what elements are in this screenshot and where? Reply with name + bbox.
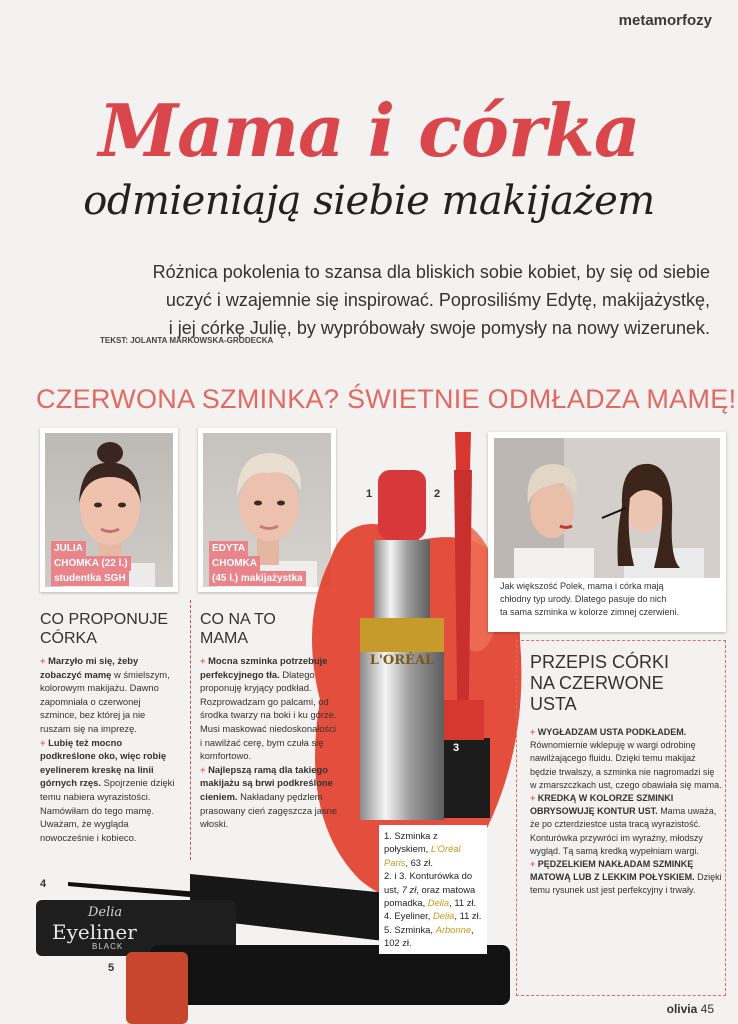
lead-line: uczyć i wzajemnie się inspirować. Poprosiliśmy Edytę, makijażystkę, <box>165 290 710 310</box>
col2-heading-line: CO NA TO <box>200 611 276 628</box>
plus-icon: + <box>530 859 538 870</box>
col1-heading <box>40 610 168 648</box>
section-headline: CZERWONA SZMINKA? ŚWIETNIE ODMŁADZA MAMĘ! <box>36 384 737 414</box>
col1-heading-line: CO PROPONUJE <box>40 611 169 628</box>
product-5-price: , 102 zł. <box>384 923 474 949</box>
julia-occupation: studentka SGH <box>51 571 129 586</box>
col1-p1-bold: Marzyło mi się, żeby zobaczyć mamę <box>40 655 139 680</box>
product-1: 1. Szminka z połyskiem, <box>384 830 438 855</box>
product-5-brand: Arbonne <box>435 923 472 935</box>
page-footer <box>667 1002 714 1016</box>
loreal-label: L'ORÉAL <box>369 653 435 668</box>
eyeliner-black-label: BLACK <box>92 942 124 951</box>
arbonne-lipstick <box>150 945 510 1005</box>
eyeliner-tip <box>68 882 200 898</box>
col2-p2-text: Nakładany pędzlem prasowany cień zagęszcza jasne włoski. <box>200 790 338 830</box>
edyta-surname: CHOMKA <box>209 556 260 571</box>
col1-body <box>40 654 178 844</box>
product-4: 4. Eyeliner, <box>384 910 433 922</box>
recipe-step3-bold: PĘDZELKIEM NAKŁADAM SZMINKĘ MATOWĄ LUB Z LEKKIM POŁYSKIEM. <box>530 859 695 883</box>
edyta-age-occupation: (45 l.) makijażystka <box>209 571 306 586</box>
recipe-body <box>530 726 722 898</box>
col1-heading-line: CÓRKA <box>40 630 97 647</box>
col2-heading <box>200 610 276 648</box>
lead-paragraph <box>90 258 710 342</box>
edyta-name: EDYTA <box>209 541 248 556</box>
lead-line: i jej córkę Julię, by wypróbowały swoje pomysły na nowy wizerunek. <box>168 318 710 338</box>
plus-icon: + <box>200 655 209 666</box>
plus-icon: + <box>40 655 49 666</box>
magazine-name: olivia <box>666 1002 698 1016</box>
duo-caption <box>500 580 679 619</box>
plus-icon: + <box>200 763 209 775</box>
recipe-heading-line: USTA <box>530 694 577 714</box>
plus-icon: + <box>530 727 538 737</box>
lead-line: Różnica pokolenia to szansa dla bliskich sobie kobiet, by się od siebie <box>152 262 710 282</box>
delia-label: Delia <box>88 905 123 920</box>
eyeliner-label: Eyeliner <box>52 920 137 944</box>
product-1-brand: L’Oréal Paris <box>384 843 461 868</box>
col2-p1-bold: Mocna szminka potrzebuje perfekcyjnego tła. <box>200 655 328 680</box>
product-number: 2 <box>434 488 441 500</box>
recipe-step2-text: Mama uważa, że po czterdziestce usta tracą wyrazistość. Konturówka przywróci im wyraźny, młodszy wygląd. Tą samą kredką wypełniam wargi. <box>530 806 717 856</box>
product-number: 4 <box>40 878 47 890</box>
product-3-brand: Delia <box>427 897 450 909</box>
julia-name-age: CHOMKA (22 l.) <box>51 556 131 571</box>
product-number: 1 <box>366 488 373 500</box>
recipe-step2-bold: KREDKĄ W KOLORZE SZMINKI OBRYSOWUJĘ KONTUR UST. <box>530 793 674 817</box>
matte-lipstick <box>438 738 490 818</box>
duo-caption-line: chłodny typ urody. Dlatego pasuje do nich <box>500 594 667 604</box>
page-subtitle: odmieniają siebie makijażem <box>83 178 655 224</box>
plus-icon: + <box>40 736 49 748</box>
page-title: Mama i córka <box>98 88 640 173</box>
column-divider <box>190 600 191 860</box>
product-5: 5. Szminka, <box>384 923 436 935</box>
product-2-price: 7 zł <box>401 883 417 895</box>
col2-body <box>200 654 338 831</box>
product-4-price: , 11 zł. <box>454 910 482 922</box>
product-number: 3 <box>453 742 460 754</box>
recipe-heading-line: PRZEPIS CÓRKI <box>530 652 670 672</box>
duo-caption-line: ta sama szminka w kolorze zimnej czerwieni. <box>500 607 680 617</box>
col2-p1-text: Dlatego proponuję kryjący podkład. Rozprowadzam go palcami, od środka twarzy na boki i ku górze. Musi maskować niedoskonałości i nawilżać cerę, bym czuła się komfortowo. <box>200 668 337 762</box>
product-number: 5 <box>108 962 115 974</box>
col1-p2-bold: Lubię też mocno podkreślone oko, więc robię eyelinerem kreskę na linii górnych rzęs. <box>40 736 167 789</box>
julia-name: JULIA <box>51 541 86 556</box>
product-2-3: 2. i 3. Konturówka do ust, <box>384 870 473 895</box>
lipstick-bullet <box>378 470 426 540</box>
recipe-heading-line: NA CZERWONE <box>530 673 664 693</box>
author-credit: TEKST: JOLANTA MARKOWSKA-GRODECKA <box>100 336 274 345</box>
page-number: 45 <box>700 1002 714 1016</box>
recipe-step1-text: Równomiernie wklepuję w wargi odrobinę nawilżającego fluidu. Dzięki temu makijaż będzie trwalszy, a szminka nie nagromadzi się w zmarszczkach ust, czego obawiała się mama. <box>530 740 722 790</box>
recipe-heading <box>530 652 669 715</box>
plus-icon: + <box>530 793 538 804</box>
product-3: , oraz matowa pomadka, <box>384 883 476 909</box>
section-tag: metamorfozy <box>618 12 712 29</box>
col2-p2-bold: Najlepszą ramą dla takiego makijażu są brwi podkreślone cieniem. <box>200 763 333 802</box>
product-1-price: , 63 zł. <box>405 856 433 868</box>
col2-heading-line: MAMA <box>200 630 248 647</box>
lipstick-case <box>360 652 444 820</box>
duo-photo <box>494 438 720 578</box>
recipe-step1-bold: WYGŁADZAM USTA PODKŁADEM. <box>537 727 687 737</box>
duo-caption-line: Jak większość Polek, mama i córka mają <box>500 581 664 591</box>
col1-p2-text: Spojrzenie dzięki temu nabiera wyrazistości. Namówiłam do tego mamę. Uważam, że wygląda nowocześnie i kobieco. <box>40 777 175 843</box>
product-price-list <box>379 825 487 954</box>
col1-p1-text: w śmielszym, kolorowym makijażu. Dawno zapomniała o czerwonej szmince, bez której ja nie ruszam się na imprezę. <box>40 668 170 734</box>
product-3-price: , 11 zł. <box>449 897 477 909</box>
recipe-step3-text: Dzięki temu rysunek ust jest perfekcyjny i trwały. <box>530 872 722 896</box>
product-4-brand: Delia <box>433 910 455 922</box>
